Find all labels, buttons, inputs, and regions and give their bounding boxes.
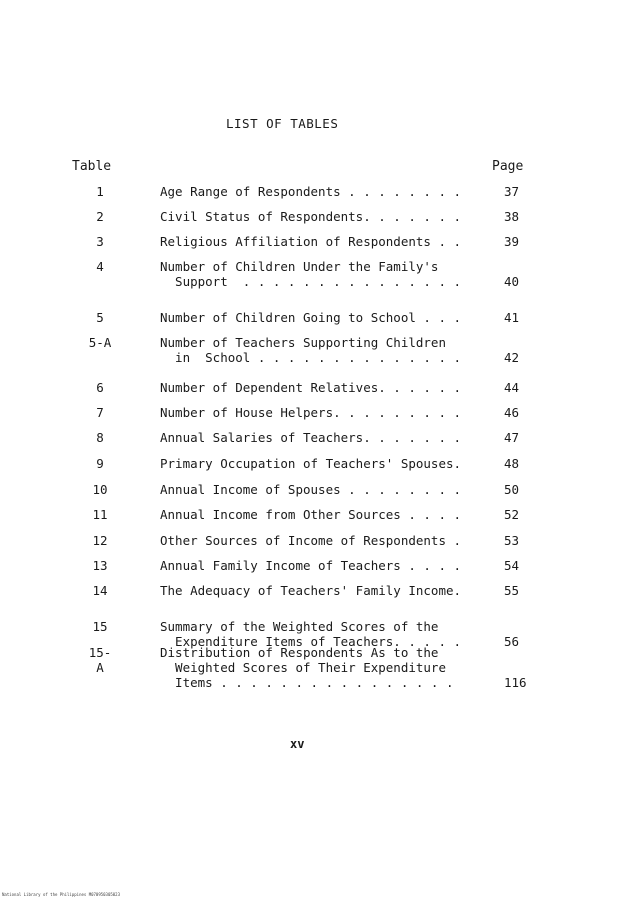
archive-stamp: National Library of the Philippines M070950305023 (2, 892, 121, 897)
page-number: 50 (504, 482, 520, 497)
table-number: 15-A (88, 645, 112, 675)
table-number: 2 (96, 209, 104, 224)
page-column-header: Page (492, 159, 524, 174)
table-number: 3 (96, 234, 104, 249)
table-title-line: Expenditure Items of Teachers. . . . . (160, 634, 462, 649)
table-number: 15 (92, 619, 108, 634)
page-number: 48 (504, 456, 520, 471)
page-number: 37 (504, 184, 520, 199)
table-title (160, 645, 490, 690)
page-number: 116 (504, 675, 527, 690)
page-number: 46 (504, 405, 520, 420)
page-number: 40 (504, 274, 520, 289)
table-title-line: The Adequacy of Teachers' Family Income. (160, 583, 462, 598)
table-number: 5 (96, 310, 104, 325)
table-title (160, 335, 490, 365)
table-title-line: Number of House Helpers. . . . . . . . . (160, 405, 462, 420)
table-title-line: Number of Children Under the Family's (160, 259, 439, 274)
table-title-line: Religious Affiliation of Respondents . . (160, 234, 462, 249)
table-number: 12 (92, 533, 108, 548)
table-title (160, 209, 490, 224)
table-title-line: Number of Dependent Relatives. . . . . . (160, 380, 462, 395)
table-title (160, 405, 490, 420)
page-number: 41 (504, 310, 520, 325)
page-number: 53 (504, 533, 520, 548)
table-number: 8 (96, 430, 104, 445)
page-number: 39 (504, 234, 520, 249)
table-title-line: in School . . . . . . . . . . . . . . (160, 350, 462, 365)
table-number: 9 (96, 456, 104, 471)
table-title (160, 184, 490, 199)
table-title-line: Annual Family Income of Teachers . . . . (160, 558, 462, 573)
table-title-line: Items . . . . . . . . . . . . . . . . (160, 675, 454, 690)
table-title-line: Annual Salaries of Teachers. . . . . . . (160, 430, 462, 445)
table-number: 4 (96, 259, 104, 274)
page-number: 54 (504, 558, 520, 573)
table-number: 14 (92, 583, 108, 598)
table-title (160, 310, 490, 325)
table-number: 11 (92, 507, 108, 522)
table-title (160, 583, 490, 598)
table-title (160, 380, 490, 395)
table-title (160, 234, 490, 249)
table-title-line: Primary Occupation of Teachers' Spouses. (160, 456, 462, 471)
table-title-line: Annual Income from Other Sources . . . . (160, 507, 462, 522)
table-title-line: Number of Teachers Supporting Children (160, 335, 446, 350)
page-number: 52 (504, 507, 520, 522)
page-number: 47 (504, 430, 520, 445)
page-numeral: xv (290, 737, 305, 751)
table-title (160, 430, 490, 445)
table-number: 5-A (88, 335, 112, 350)
page-number: 55 (504, 583, 520, 598)
table-title (160, 533, 490, 548)
table-title-line: Support . . . . . . . . . . . . . . . (160, 274, 462, 289)
table-title-line: Number of Children Going to School . . . (160, 310, 462, 325)
table-number: 13 (92, 558, 108, 573)
table-title-line: Distribution of Respondents As to the (160, 645, 439, 660)
table-title-line: Weighted Scores of Their Expenditure (160, 660, 446, 675)
page-number: 56 (504, 634, 520, 649)
table-number: 6 (96, 380, 104, 395)
table-title-line: Other Sources of Income of Respondents . (160, 533, 462, 548)
table-title-line: Summary of the Weighted Scores of the (160, 619, 439, 634)
table-title-line: Annual Income of Spouses . . . . . . . . (160, 482, 462, 497)
table-column-header: Table (72, 159, 112, 174)
table-title (160, 482, 490, 497)
table-title (160, 259, 490, 289)
page-title: LIST OF TABLES (226, 116, 339, 131)
table-number: 1 (96, 184, 104, 199)
page-number: 42 (504, 350, 520, 365)
page-number: 38 (504, 209, 520, 224)
table-number: 7 (96, 405, 104, 420)
page-number: 44 (504, 380, 520, 395)
table-title (160, 558, 490, 573)
table-title (160, 507, 490, 522)
table-title-line: Age Range of Respondents . . . . . . . . (160, 184, 462, 199)
table-number: 10 (92, 482, 108, 497)
table-title-line: Civil Status of Respondents. . . . . . . (160, 209, 462, 224)
table-title (160, 456, 490, 471)
